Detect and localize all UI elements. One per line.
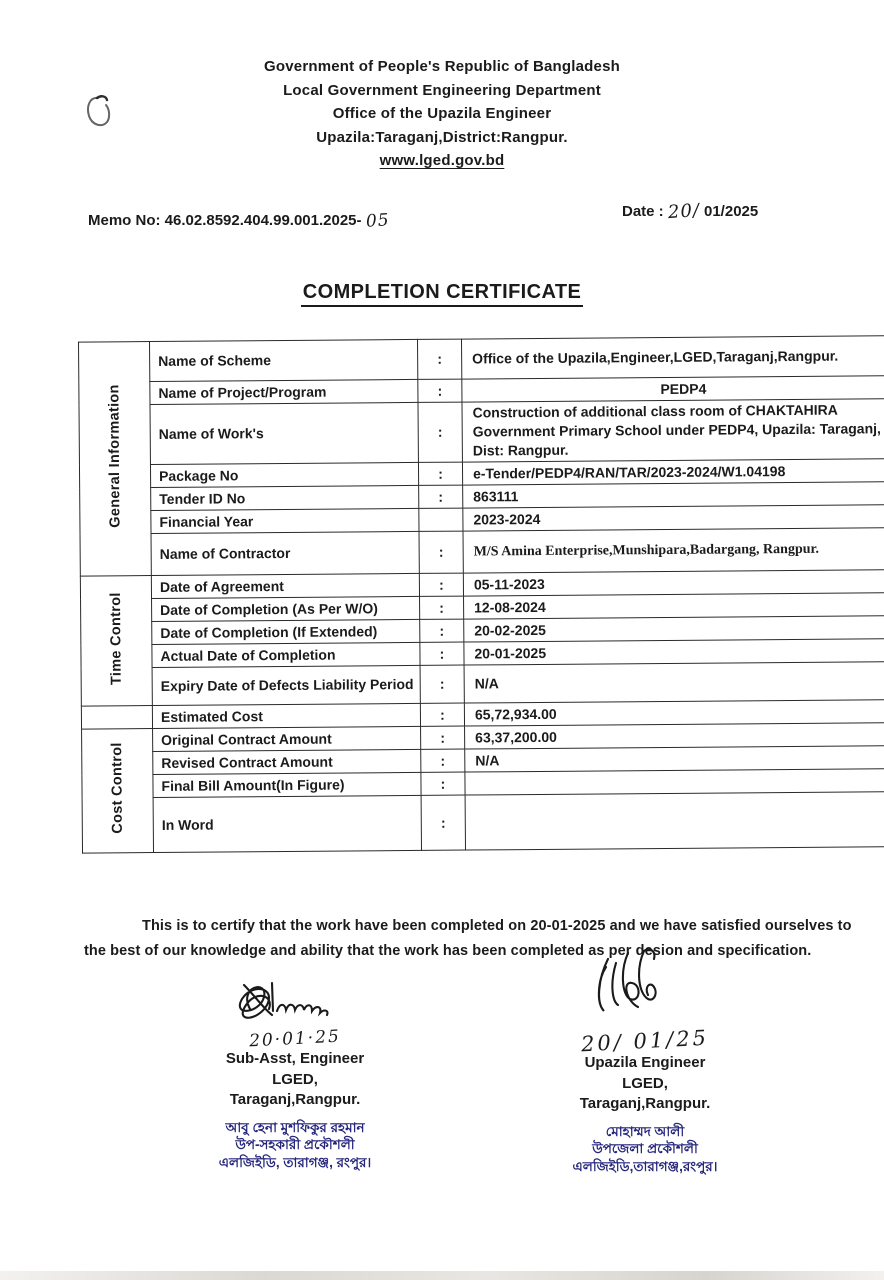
row-value — [465, 792, 884, 850]
seal-left-designation: উপ-সহকারী প্রকৌশলী — [235, 1137, 355, 1152]
row-colon: : — [420, 619, 464, 642]
location-line: Upazila:Taraganj,District:Rangpur. — [316, 128, 568, 146]
group-empty — [81, 706, 152, 730]
row-label: Expiry Date of Defects Liability Period — [152, 665, 420, 705]
table-row — [79, 399, 884, 465]
memo-handwritten-number: 05 — [365, 210, 390, 232]
gov-line: Government of People's Republic of Bangladesh — [264, 58, 620, 75]
row-label: Date of Completion (As Per W/O) — [152, 596, 420, 621]
row-colon: : — [420, 642, 464, 665]
table-row — [79, 336, 884, 382]
row-label: Name of Work's — [150, 402, 418, 464]
seal-right-designation: উপজেলা প্রকৌশলী — [592, 1141, 698, 1156]
signatory-right-location: Taraganj,Rangpur. — [579, 1095, 711, 1112]
row-colon: : — [418, 379, 462, 402]
date-printed-part: 01/2025 — [704, 203, 759, 220]
row-colon: : — [418, 402, 462, 462]
letterhead — [0, 55, 884, 173]
signature-block-right — [520, 945, 770, 1175]
row-value: 863111 — [463, 482, 884, 508]
row-value: N/A — [464, 662, 884, 703]
group-cost-control: Cost Control — [82, 729, 154, 854]
memo-label: Memo No: 46.02.8592.404.99.001.2025- — [88, 212, 362, 229]
row-colon: : — [421, 726, 465, 749]
certification-paragraph: This is to certify that the work have been completed on 20-01-2025 and we have satisfied ourselves to the best of our knowledge and ability that the work has been completed as per desion and specification. — [84, 917, 852, 959]
row-value: 20-02-2025 — [464, 616, 884, 642]
table-row — [81, 662, 884, 706]
seal-right — [520, 1123, 770, 1176]
row-label: Final Bill Amount(In Figure) — [153, 772, 421, 797]
row-value: 65,72,934.00 — [464, 700, 884, 726]
row-colon: : — [419, 573, 463, 596]
certificate-table — [78, 335, 884, 853]
row-label: Date of Completion (If Extended) — [152, 619, 420, 644]
signatory-right — [520, 1053, 770, 1115]
group-time-control: Time Control — [80, 576, 152, 707]
signatory-left-org: LGED, — [272, 1070, 318, 1088]
row-colon: : — [417, 339, 461, 379]
row-label: Date of Agreement — [151, 573, 419, 598]
row-label: Tender ID No — [151, 485, 419, 510]
row-label: Estimated Cost — [152, 703, 420, 728]
row-label: Name of Project/Program — [150, 379, 418, 404]
row-value — [465, 769, 884, 795]
row-colon: : — [419, 531, 463, 573]
document-title: COMPLETION CERTIFICATE — [0, 281, 884, 304]
seal-left — [175, 1119, 415, 1172]
row-value: PEDP4 — [462, 376, 884, 402]
row-colon: : — [421, 772, 465, 795]
row-label: Name of Contractor — [151, 531, 419, 575]
memo-number — [88, 210, 389, 230]
signatory-left — [175, 1049, 415, 1111]
memo-date-row — [0, 196, 884, 246]
department-line: Local Government Engineering Department — [283, 81, 601, 99]
row-value: 05-11-2023 — [463, 570, 884, 596]
table-row — [82, 792, 884, 853]
website-link: www.lged.gov.bd — [379, 152, 505, 169]
signatory-left-location: Taraganj,Rangpur. — [229, 1091, 361, 1108]
row-value: Office of the Upazila,Engineer,LGED,Taraganj,Rangpur. — [461, 336, 884, 379]
row-label: Name of Scheme — [150, 339, 418, 381]
row-colon: : — [421, 795, 465, 850]
office-line: Office of the Upazila Engineer — [332, 105, 552, 122]
signatory-right-org: LGED, — [622, 1074, 668, 1092]
row-value: 2023-2024 — [463, 505, 884, 531]
signature-right-date: 20/ 01/25 — [580, 1025, 710, 1057]
row-colon: : — [419, 485, 463, 508]
row-value: 20-01-2025 — [464, 639, 884, 665]
seal-right-name: মোহাম্মদ আলী — [605, 1123, 685, 1139]
signatory-left-title: Sub-Asst, Engineer — [225, 1050, 365, 1067]
row-colon: : — [421, 749, 465, 772]
signature-left-date: 20·01·25 — [248, 1026, 342, 1052]
seal-left-name: আবু হেনা মুশফিকুর রহমান — [225, 1119, 365, 1135]
row-colon: : — [420, 665, 464, 703]
row-value: N/A — [465, 746, 884, 772]
seal-left-office: এলজিইডি, তারাগঞ্জ, রংপুর। — [218, 1154, 372, 1170]
row-label: Package No — [150, 462, 418, 487]
signature-block-left — [175, 975, 415, 1171]
scan-edge-artifact — [0, 1271, 884, 1280]
row-value: 12-08-2024 — [464, 593, 884, 619]
row-value: e-Tender/PEDP4/RAN/TAR/2023-2024/W1.04198 — [462, 459, 884, 485]
row-colon: : — [420, 703, 464, 726]
row-value: 63,37,200.00 — [465, 723, 884, 749]
signature-right-icon — [570, 945, 720, 1035]
group-general-information: General Information — [79, 342, 152, 577]
row-colon: : — [418, 462, 462, 485]
date-label: Date : — [622, 203, 664, 220]
row-label: In Word — [153, 795, 421, 852]
signatory-right-title: Upazila Engineer — [584, 1054, 706, 1071]
row-value: M/S Amina Enterprise,Munshipara,Badargang, Rangpur. — [463, 528, 884, 573]
row-label: Revised Contract Amount — [153, 749, 421, 774]
row-label: Financial Year — [151, 508, 419, 533]
row-colon: : — [420, 596, 464, 619]
row-colon — [419, 508, 463, 531]
seal-right-office: এলজিইডি,তারাগঞ্জ,রংপুর। — [572, 1158, 718, 1174]
date-line — [622, 199, 759, 224]
date-handwritten-day: 20/ — [667, 199, 701, 224]
row-label: Original Contract Amount — [153, 726, 421, 751]
row-value: Construction of additional class room of CHAKTAHIRA Government Primary School under PEDP4, Upazila: Taraganj, Dist: Rangpur. — [462, 399, 884, 462]
row-label: Actual Date of Completion — [152, 642, 420, 667]
table-row — [80, 528, 884, 576]
